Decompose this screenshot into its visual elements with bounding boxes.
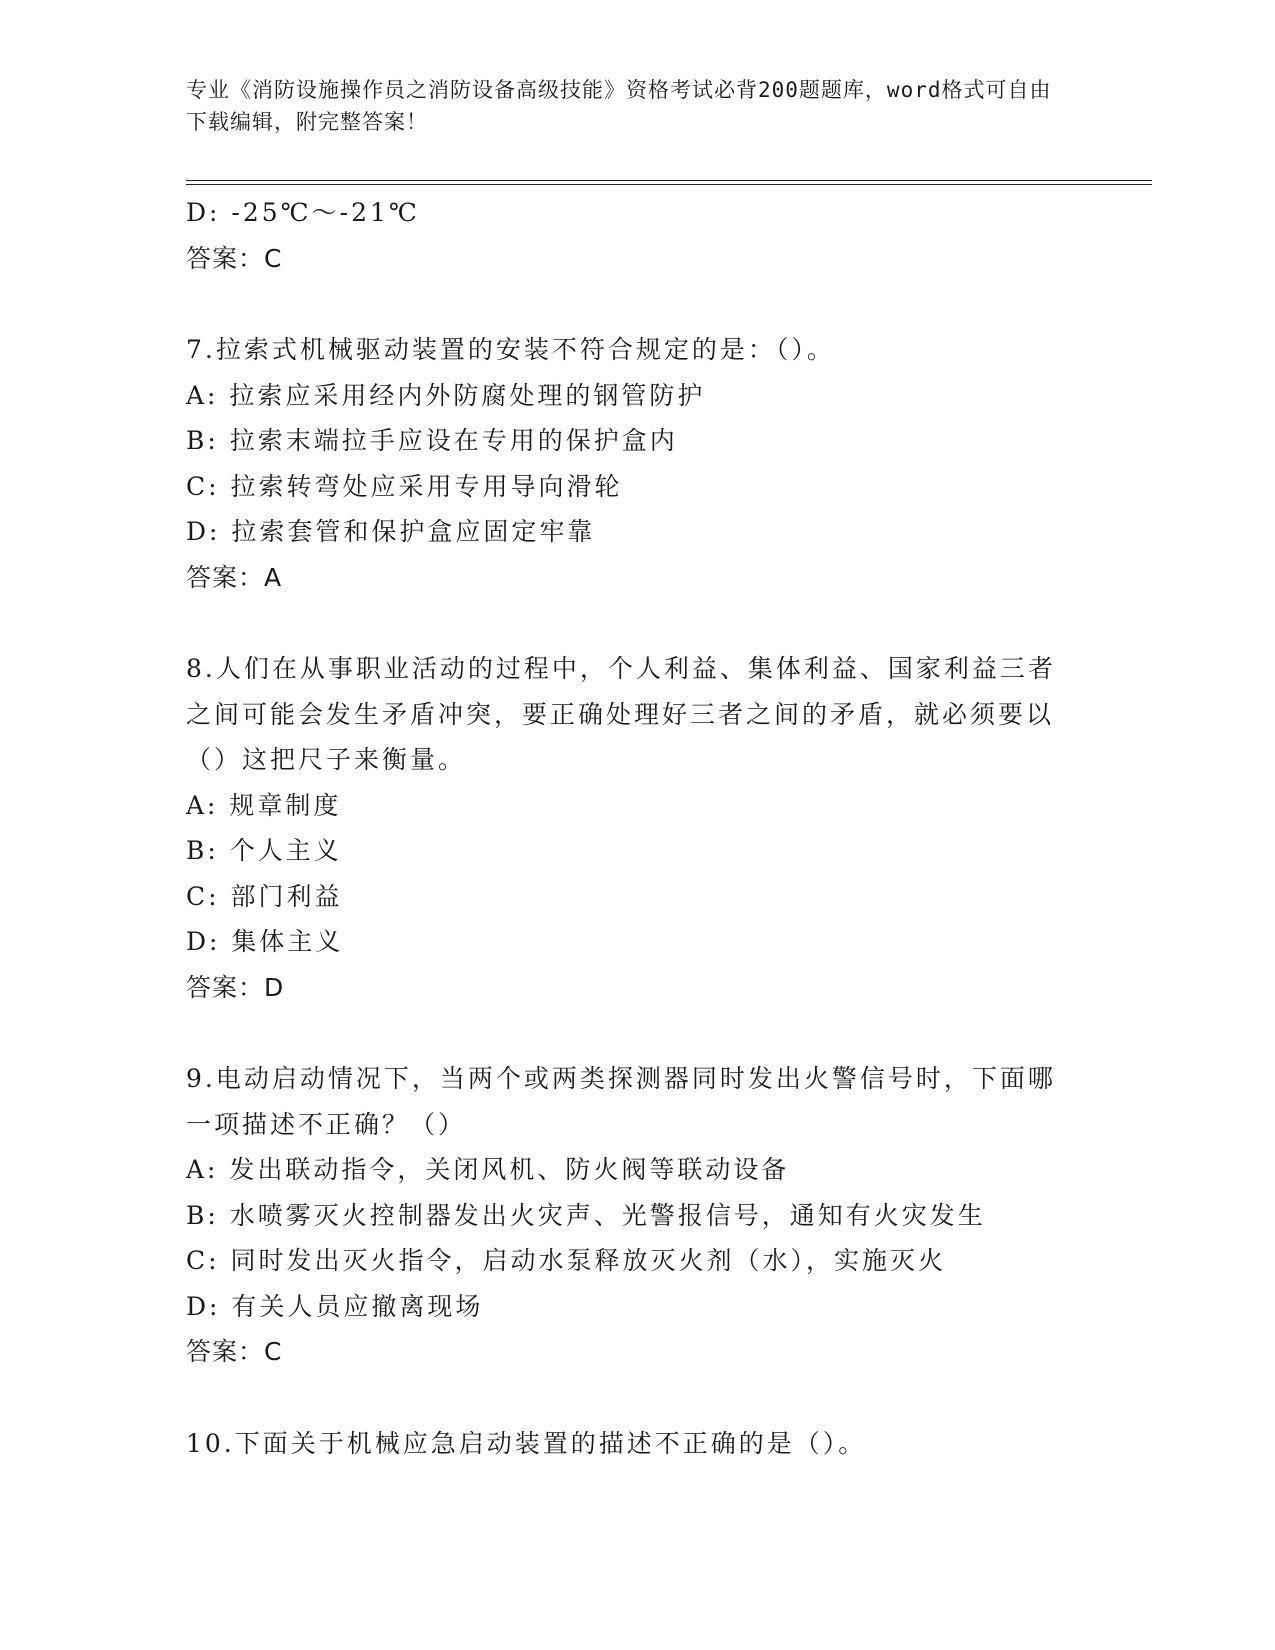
header-divider-bottom [186,184,1152,185]
option-d: D: 拉索套管和保护盒应固定牢靠 [186,517,596,546]
question-8 [186,646,1066,1010]
option-a: A: 发出联动指令，关闭风机、防火阀等联动设备 [186,1155,790,1184]
answer-label: 答案：A [186,562,283,592]
question-7 [186,327,1066,600]
document-body [186,190,1066,1466]
question-stem: 7.拉索式机械驱动装置的安装不符合规定的是：（）。 [186,335,835,364]
option-a: A: 拉索应采用经内外防腐处理的钢管防护 [186,380,706,410]
option-c: C: 部门利益 [186,881,343,911]
option-c: C: 同时发出灭火指令，启动水泵释放灭火剂（水），实施灭火 [186,1246,947,1275]
option-b: B: 个人主义 [186,836,342,865]
option-d: D: -25℃～-21℃ [186,198,420,227]
question-9 [186,1056,1066,1375]
option-c: C: 拉索转弯处应采用专用导向滑轮 [186,471,623,501]
answer-label: 答案：D [186,972,285,1002]
header-divider-top [186,180,1152,181]
question-stem: 10.下面关于机械应急启动装置的描述不正确的是（）。 [186,1428,867,1458]
option-b: B: 拉索末端拉手应设在专用的保护盒内 [186,426,678,455]
option-d: D: 有关人员应撤离现场 [186,1291,484,1321]
answer-label: 答案：C [186,243,283,273]
option-b: B: 水喷雾灭火控制器发出火灾声、光警报信号，通知有火灾发生 [186,1200,986,1230]
option-d: D: 集体主义 [186,927,344,956]
document-header: 专业《消防设施操作员之消防设备高级技能》资格考试必背200题题库，word格式可自由下载编辑，附完整答案！ [186,78,1052,134]
question-stem: 9.电动启动情况下，当两个或两类探测器同时发出火警信号时，下面哪一项描述不正确？（） [186,1064,1056,1139]
answer-label: 答案：C [186,1337,283,1366]
option-a: A: 规章制度 [186,790,342,820]
question-stem: 8.人们在从事职业活动的过程中，个人利益、集体利益、国家利益三者之间可能会发生矛盾冲突，要正确处理好三者之间的矛盾，就必须要以（）这把尺子来衡量。 [186,654,1056,774]
question-10 [186,1421,1066,1467]
